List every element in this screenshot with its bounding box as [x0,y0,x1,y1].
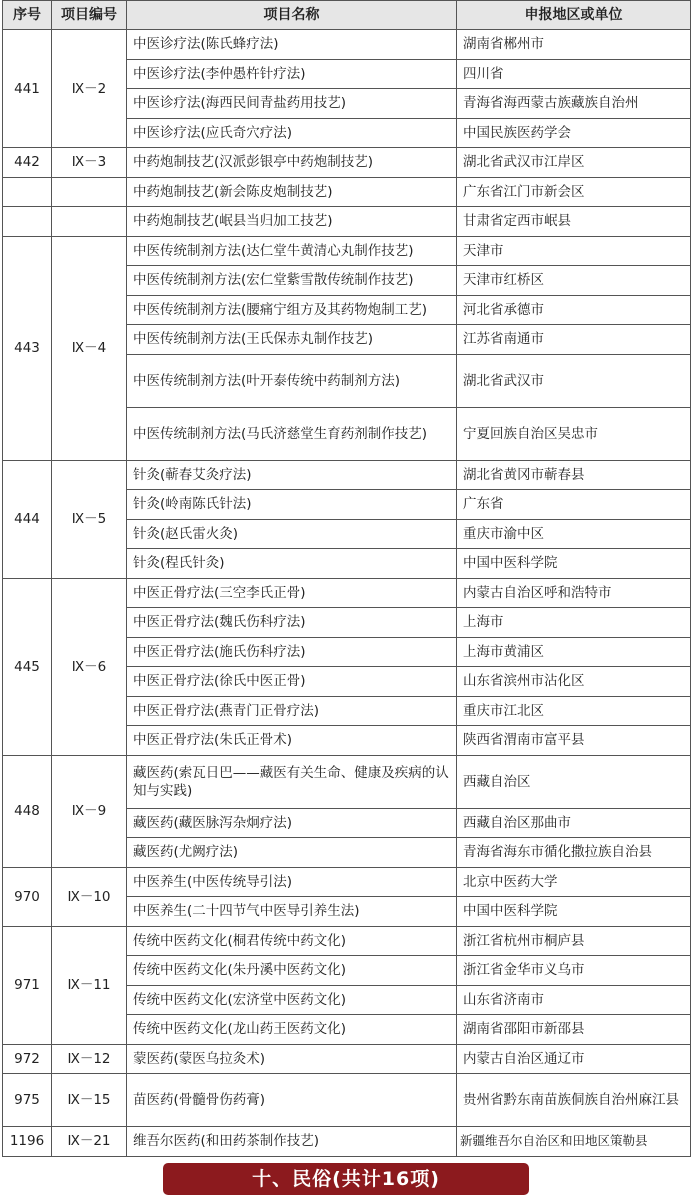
row-name: 藏医药(尤阙疗法) [127,838,457,868]
row-name: 中医诊疗法(陈氏蜂疗法) [127,30,457,60]
row-name: 中医诊疗法(李仲愚杵针疗法) [127,59,457,89]
row-name: 中医传统制剂方法(王氏保赤丸制作技艺) [127,325,457,355]
row-code: Ⅸ－15 [52,1074,127,1127]
row-region: 宁夏回族自治区吴忠市 [457,407,691,460]
row-name: 藏医药(索瓦日巴——藏医有关生命、健康及疾病的认知与实践) [127,755,457,808]
row-code: Ⅸ－21 [52,1127,127,1157]
row-number: 971 [3,926,52,1044]
table-row [3,926,691,956]
table-row [3,578,691,608]
row-region: 湖北省黄冈市蕲春县 [457,460,691,490]
table-row [3,460,691,490]
row-name: 中医传统制剂方法(马氏济慈堂生育药剂制作技艺) [127,407,457,460]
row-code: Ⅸ－4 [52,236,127,460]
row-region: 新疆维吾尔自治区和田地区策勒县 [457,1127,691,1157]
row-number: 448 [3,755,52,867]
header-code: 项目编号 [52,1,127,30]
table-row [3,236,691,266]
row-name: 针灸(赵氏雷火灸) [127,519,457,549]
row-name: 维吾尔医药(和田药茶制作技艺) [127,1127,457,1157]
row-number: 441 [3,30,52,148]
row-name: 苗医药(骨髓骨伤药膏) [127,1074,457,1127]
row-region: 山东省滨州市沾化区 [457,667,691,697]
row-number: 1196 [3,1127,52,1157]
header-row [3,1,691,30]
row-code: Ⅸ－6 [52,578,127,755]
heritage-table [2,0,691,1157]
row-code: Ⅸ－3 [52,148,127,178]
row-name: 中医正骨疗法(徐氏中医正骨) [127,667,457,697]
row-region: 内蒙古自治区呼和浩特市 [457,578,691,608]
table-row [3,1074,691,1127]
row-region: 天津市 [457,236,691,266]
table-row [3,755,691,808]
row-name: 针灸(蕲春艾灸疗法) [127,460,457,490]
row-region: 上海市 [457,608,691,638]
row-name: 中医传统制剂方法(达仁堂牛黄清心丸制作技艺) [127,236,457,266]
row-name: 中医正骨疗法(朱氏正骨术) [127,726,457,756]
row-region: 湖南省邵阳市新邵县 [457,1015,691,1045]
row-code [52,207,127,237]
row-region: 陕西省渭南市富平县 [457,726,691,756]
section-title-banner: 十、民俗(共计16项) [163,1163,529,1195]
row-region: 中国中医科学院 [457,897,691,927]
row-region: 西藏自治区那曲市 [457,808,691,838]
row-name: 针灸(程氏针灸) [127,549,457,579]
row-region: 重庆市江北区 [457,696,691,726]
row-number [3,207,52,237]
row-code: Ⅸ－10 [52,867,127,926]
row-name: 中医正骨疗法(施氏伤科疗法) [127,637,457,667]
row-number: 970 [3,867,52,926]
row-region: 四川省 [457,59,691,89]
row-region: 湖北省武汉市江岸区 [457,148,691,178]
row-region: 湖北省武汉市 [457,354,691,407]
row-name: 中医正骨疗法(三空李氏正骨) [127,578,457,608]
row-code: Ⅸ－5 [52,460,127,578]
row-region: 山东省济南市 [457,985,691,1015]
row-code: Ⅸ－11 [52,926,127,1044]
row-region: 上海市黄浦区 [457,637,691,667]
row-region: 天津市红桥区 [457,266,691,296]
row-name: 蒙医药(蒙医乌拉灸术) [127,1044,457,1074]
row-number: 972 [3,1044,52,1074]
table-row [3,177,691,207]
row-region: 贵州省黔东南苗族侗族自治州麻江县 [457,1074,691,1127]
row-region: 浙江省金华市义乌市 [457,956,691,986]
row-number [3,177,52,207]
row-name: 中医正骨疗法(燕青门正骨疗法) [127,696,457,726]
row-name: 中药炮制技艺(岷县当归加工技艺) [127,207,457,237]
row-region: 青海省海东市循化撒拉族自治县 [457,838,691,868]
table-row [3,30,691,60]
row-region: 浙江省杭州市桐庐县 [457,926,691,956]
row-region: 湖南省郴州市 [457,30,691,60]
row-name: 中医养生(二十四节气中医导引养生法) [127,897,457,927]
row-region: 广东省 [457,490,691,520]
row-code [52,177,127,207]
row-number: 445 [3,578,52,755]
row-region: 广东省江门市新会区 [457,177,691,207]
row-number: 975 [3,1074,52,1127]
row-name: 传统中医药文化(桐君传统中药文化) [127,926,457,956]
row-name: 传统中医药文化(龙山药王医药文化) [127,1015,457,1045]
row-code: Ⅸ－12 [52,1044,127,1074]
table-row [3,867,691,897]
row-name: 中医诊疗法(海西民间青盐药用技艺) [127,89,457,119]
table-row [3,1127,691,1157]
row-code: Ⅸ－2 [52,30,127,148]
row-name: 中医传统制剂方法(叶开泰传统中药制剂方法) [127,354,457,407]
row-number: 443 [3,236,52,460]
header-name: 项目名称 [127,1,457,30]
row-region: 中国民族医药学会 [457,118,691,148]
row-region: 北京中医药大学 [457,867,691,897]
row-region: 中国中医科学院 [457,549,691,579]
table-row [3,148,691,178]
header-num: 序号 [3,1,52,30]
row-region: 青海省海西蒙古族藏族自治州 [457,89,691,119]
row-name: 中医传统制剂方法(腰痛宁组方及其药物炮制工艺) [127,295,457,325]
row-name: 中医正骨疗法(魏氏伤科疗法) [127,608,457,638]
header-region: 申报地区或单位 [457,1,691,30]
row-region: 西藏自治区 [457,755,691,808]
row-region: 河北省承德市 [457,295,691,325]
row-name: 中医养生(中医传统导引法) [127,867,457,897]
row-name: 中医传统制剂方法(宏仁堂紫雪散传统制作技艺) [127,266,457,296]
row-number: 444 [3,460,52,578]
row-name: 中医诊疗法(应氏奇穴疗法) [127,118,457,148]
row-region: 重庆市渝中区 [457,519,691,549]
table-row [3,1044,691,1074]
row-region: 内蒙古自治区通辽市 [457,1044,691,1074]
row-name: 中药炮制技艺(新会陈皮炮制技艺) [127,177,457,207]
row-name: 中药炮制技艺(汉派彭银亭中药炮制技艺) [127,148,457,178]
row-region: 甘肃省定西市岷县 [457,207,691,237]
table-row [3,207,691,237]
row-name: 传统中医药文化(朱丹溪中医药文化) [127,956,457,986]
row-name: 藏医药(藏医脉泻杂炯疗法) [127,808,457,838]
row-name: 传统中医药文化(宏济堂中医药文化) [127,985,457,1015]
row-code: Ⅸ－9 [52,755,127,867]
row-region: 江苏省南通市 [457,325,691,355]
row-number: 442 [3,148,52,178]
row-name: 针灸(岭南陈氏针法) [127,490,457,520]
